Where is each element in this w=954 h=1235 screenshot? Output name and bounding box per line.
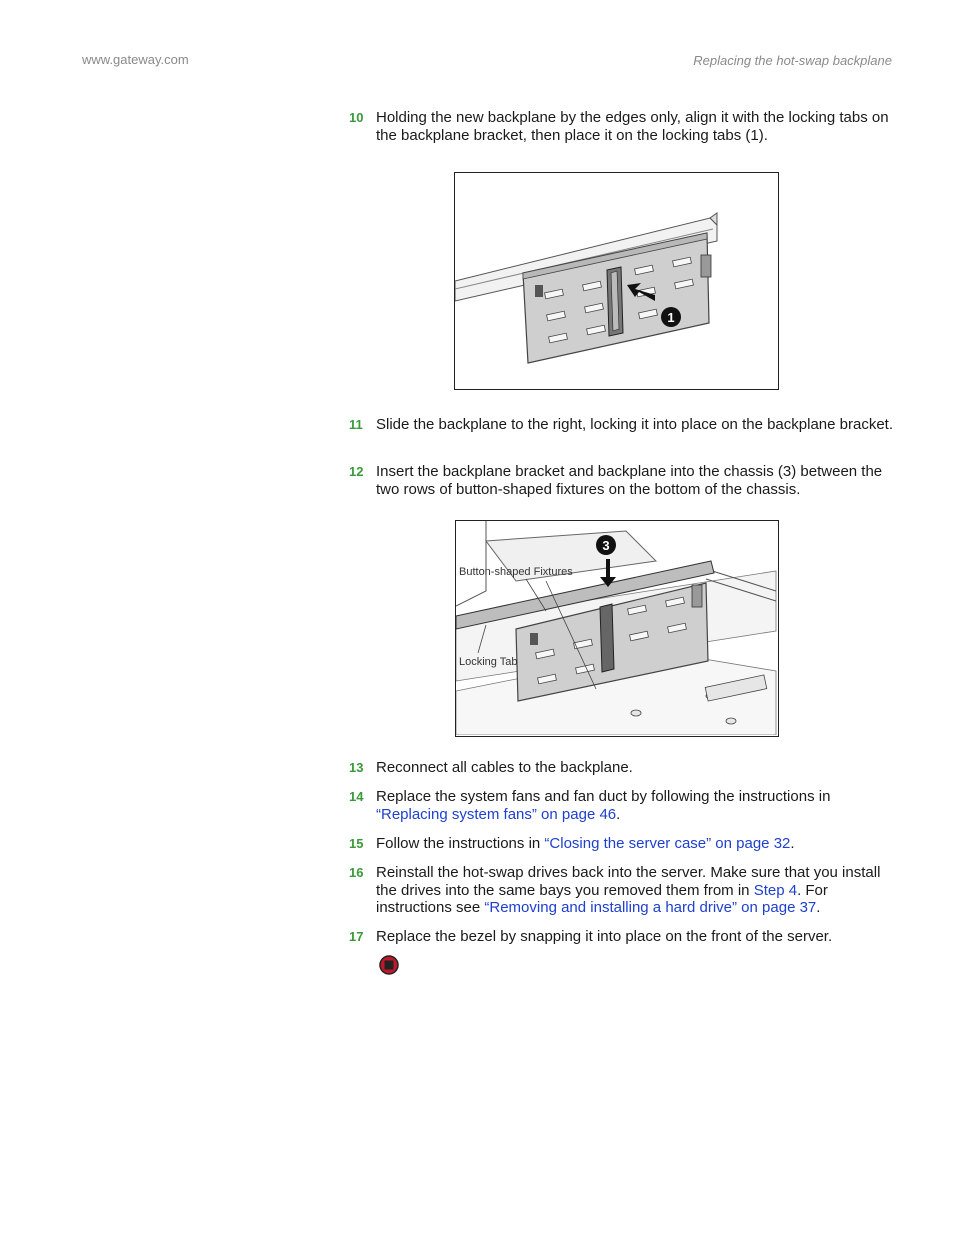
step-number: 17 [349,929,364,944]
link-step-4[interactable]: Step 4 [753,881,798,899]
button-fixtures-label: Button-shaped Fixtures [459,566,573,578]
step-text: Insert the backplane bracket and backplane into the chassis (3) between the two rows of button-shaped fixtures on the bottom of the chassis. [376,463,883,498]
step-number: 16 [349,865,364,880]
step-text: Reconnect all cables to the backplane. [376,759,633,776]
step-17 [349,928,901,946]
step-text [376,788,901,823]
link-closing-server-case[interactable]: “Closing the server case” on page 32 [544,835,791,852]
step-text: Holding the new backplane by the edges only, align it with the locking tabs on the backplane bracket, then place it on the locking tabs (1). [376,109,889,144]
step-text [376,835,901,853]
step-text-part: Reinstall the hot-swap drives back into the server. Make sure that you install the drives into the same bays you removed them from in [376,864,881,899]
locking-tab-label: Locking Tab [459,656,518,668]
page-header-url: www.gateway.com [82,52,189,67]
step-text-part: Follow the instructions in [376,835,545,852]
step-number: 14 [349,789,364,804]
step-12 [349,463,901,498]
step-text-part: . [616,805,621,823]
step-14 [349,788,901,823]
step-11 [349,416,901,434]
stop-square-icon [379,955,399,975]
step-10 [349,109,901,144]
step-text-part: Replace the system fans and fan duct by following the instructions in [376,788,831,805]
step-number: 15 [349,836,364,851]
backplane-locking-tabs-figure [454,172,779,390]
step-text-part: . For instructions see [376,881,828,916]
step-16 [349,864,901,917]
step-number: 11 [349,417,363,432]
step-text: Slide the backplane to the right, locking it into place on the backplane bracket. [376,416,893,433]
step-15 [349,835,901,853]
figure2-callout: 3 [602,538,610,553]
page-header-section: Replacing the hot-swap backplane [693,53,892,68]
step-13 [349,759,901,777]
step-number: 13 [349,760,364,775]
step-text [376,864,901,917]
figure1-callout: 1 [667,310,675,325]
step-number: 10 [349,110,364,125]
step-text-part: . [816,899,821,916]
step-text: Replace the bezel by snapping it into place on the front of the server. [376,928,833,945]
step-number: 12 [349,464,364,479]
link-replacing-system-fans[interactable]: “Replacing system fans” on page 46 [376,805,617,823]
chassis-insertion-figure [455,520,779,737]
step-text-part: . [790,835,795,852]
link-removing-installing-hard-drive[interactable]: “Removing and installing a hard drive” on page 37 [484,899,817,916]
